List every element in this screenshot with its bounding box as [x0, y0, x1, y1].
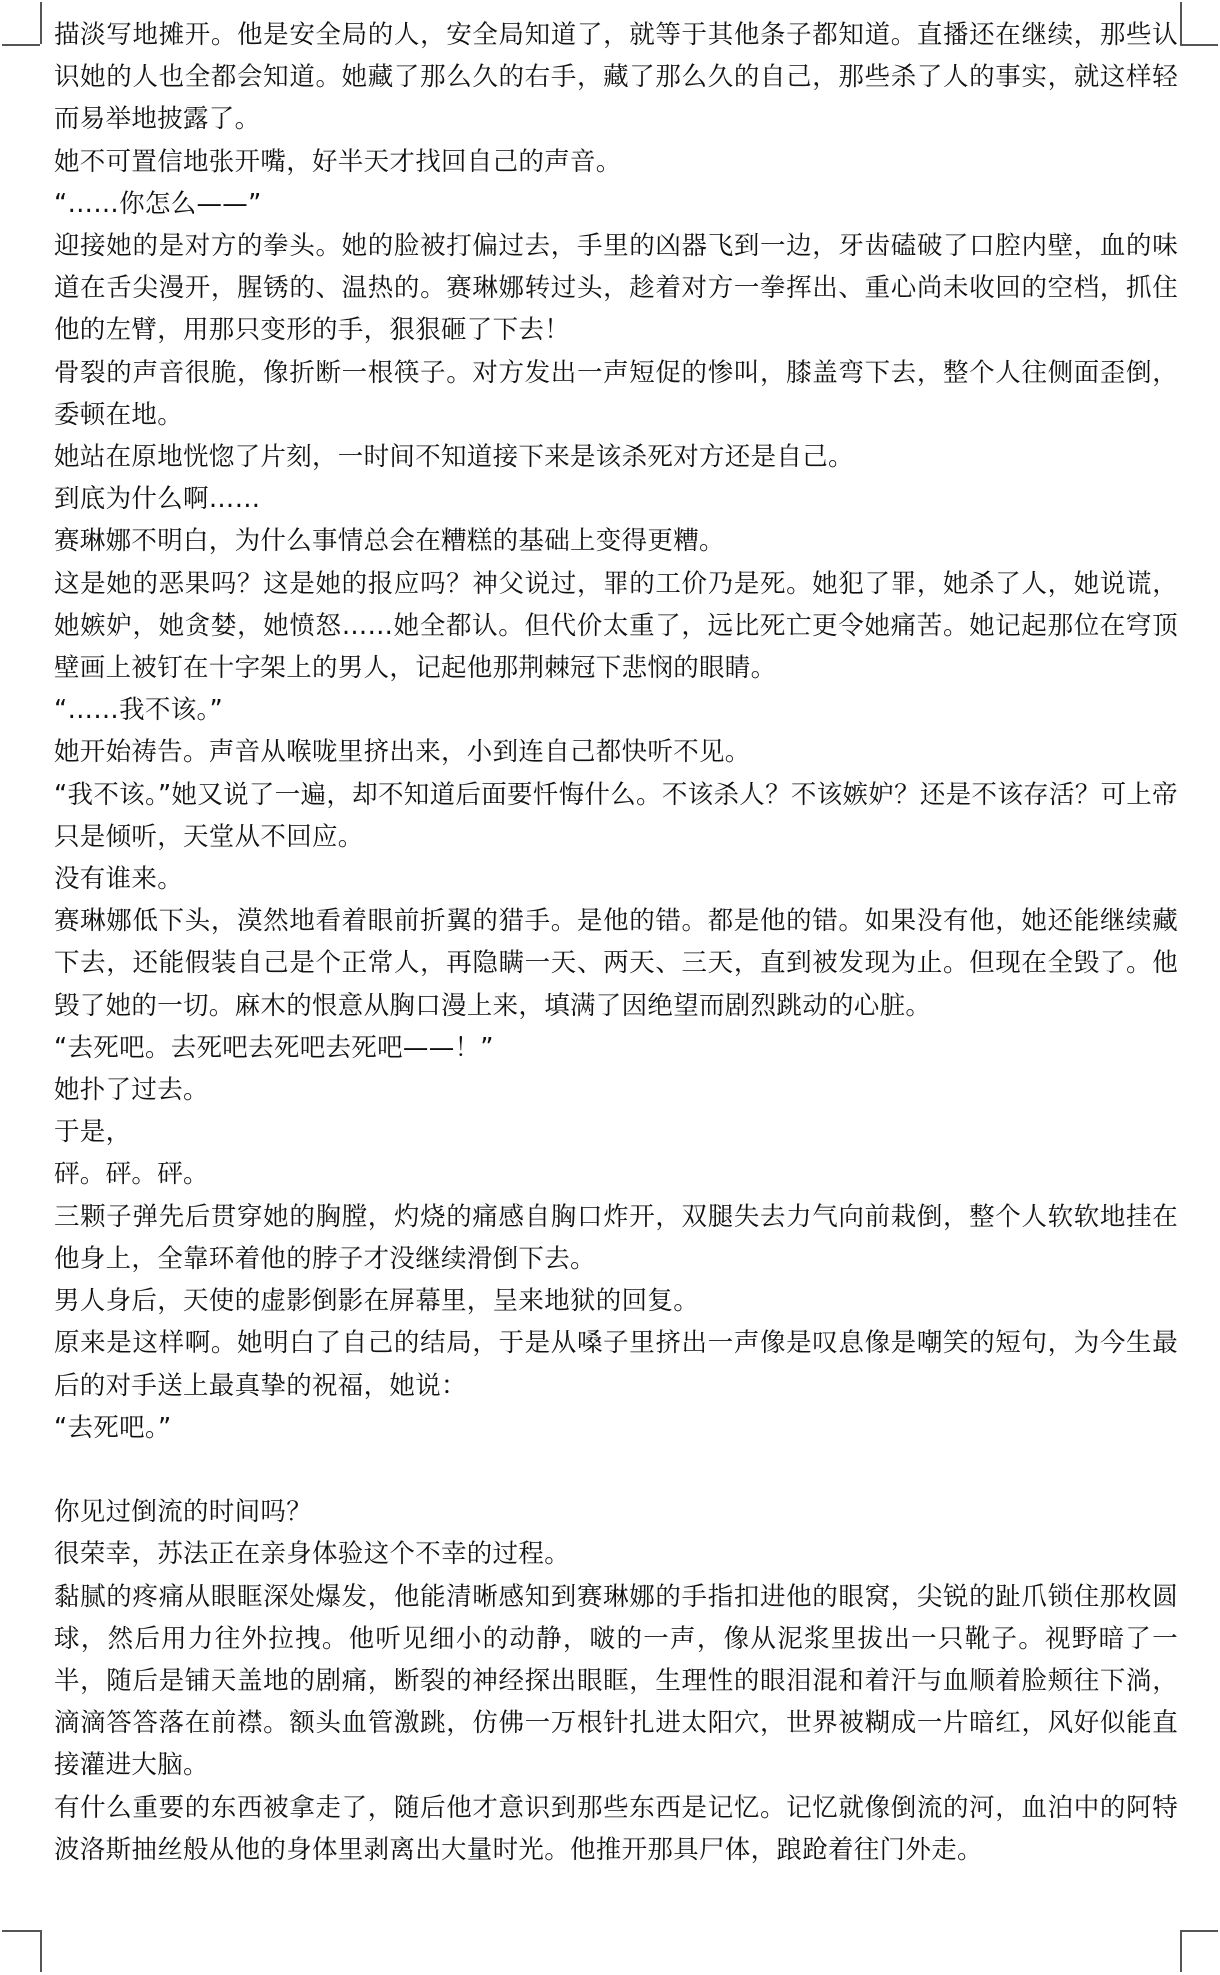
- blank-line: [54, 1449, 1178, 1491]
- paragraph: “……我不该。”: [54, 695, 224, 726]
- paragraph: 这是她的恶果吗？这是她的报应吗？神父说过，罪的工价乃是死。她犯了罪，她杀了人，她说谎，她嫉妒，她贪婪，她愤怒……她全都认。但代价太重了，远比死亡更令她痛苦。她记起那位在穹顶壁画上被钉在十字架上的男人，记起他那荆棘冠下悲悯的眼睛。: [54, 568, 1178, 684]
- paragraph: 原来是这样啊。她明白了自己的结局，于是从嗓子里挤出一声像是叹息像是嘲笑的短句，为今生最后的对手送上最真挚的祝福，她说：: [54, 1328, 1178, 1401]
- paragraph: 描淡写地摊开。他是安全局的人，安全局知道了，就等于其他条子都知道。直播还在继续，那些认识她的人也全都会知道。她藏了那么久的右手，藏了那么久的自己，那些杀了人的事实，就这样轻而易举地披露了。: [54, 20, 1178, 135]
- paragraph: “去死吧。”: [54, 1412, 172, 1443]
- paragraph: “……你怎么——”: [54, 188, 262, 219]
- paragraph: 她站在原地恍惚了片刻，一时间不知道接下来是该杀死对方还是自己。: [54, 442, 854, 473]
- paragraph: 骨裂的声音很脆，像折断一根筷子。对方发出一声短促的惨叫，膝盖弯下去，整个人往侧面歪倒，委顿在地。: [54, 357, 1178, 430]
- paragraph: 她开始祷告。声音从喉咙里挤出来，小到连自己都快听不见。: [54, 737, 751, 768]
- paragraph: 黏腻的疼痛从眼眶深处爆发，他能清晰感知到赛琳娜的手指扣进他的眼窝，尖锐的趾爪锁住那枚圆球，然后用力往外拉拽。他听见细小的动静，啵的一声，像从泥浆里拔出一只靴子。视野暗了一半，随后是铺天盖地的剧痛，断裂的神经探出眼眶，生理性的眼泪混和着汗与血顺着脸颊往下淌，滴滴答答落在前襟。额头血管激跳，仿佛一万根针扎进太阳穴，世界被糊成一片暗红，风好似能直接灌进大脑。: [54, 1581, 1178, 1781]
- paragraph: “我不该。”她又说了一遍，却不知道后面要忏悔什么。不该杀人？不该嫉妒？还是不该存活？可上帝只是倾听，天堂从不回应。: [54, 779, 1178, 852]
- paragraph: 三颗子弹先后贯穿她的胸膛，灼烧的痛感自胸口炸开，双腿失去力气向前栽倒，整个人软软地挂在他身上，全靠环着他的脖子才没继续滑倒下去。: [54, 1201, 1178, 1274]
- paragraph: 赛琳娜低下头，漠然地看着眼前折翼的猎手。是他的错。都是他的错。如果没有他，她还能继续藏下去，还能假装自己是个正常人，再隐瞒一天、两天、三天，直到被发现为止。但现在全毁了。他毁了她的一切。麻木的恨意从胸口漫上来，填满了因绝望而剧烈跳动的心脏。: [54, 906, 1178, 1021]
- paragraph: 砰。砰。砰。: [54, 1159, 209, 1190]
- paragraph: “去死吧。去死吧去死吧去死吧——！”: [54, 1032, 494, 1063]
- paragraph: 有什么重要的东西被拿走了，随后他才意识到那些东西是记忆。记忆就像倒流的河，血泊中的阿特波洛斯抽丝般从他的身体里剥离出大量时光。他推开那具尸体，踉跄着往门外走。: [54, 1792, 1178, 1865]
- paragraph: 男人身后，天使的虚影倒影在屏幕里，呈来地狱的回复。: [54, 1286, 700, 1317]
- paragraph: 没有谁来。: [54, 864, 184, 895]
- paragraph: 于是，: [54, 1117, 132, 1148]
- paragraph: 到底为什么啊……: [54, 484, 261, 515]
- paragraph: 你见过倒流的时间吗？: [54, 1497, 313, 1528]
- paragraph: 迎接她的是对方的拳头。她的脸被打偏过去，手里的凶器飞到一边，牙齿磕破了口腔内壁，血的味道在舌尖漫开，腥锈的、温热的。赛琳娜转过头，趁着对方一拳挥出、重心尚未收回的空档，抓住他的左臂，用那只变形的手，狠狠砸了下去！: [54, 231, 1178, 346]
- paragraph: 很荣幸，苏法正在亲身体验这个不幸的过程。: [54, 1539, 571, 1570]
- paragraph: 赛琳娜不明白，为什么事情总会在糟糕的基础上变得更糟。: [54, 526, 725, 557]
- paragraph: 她扑了过去。: [54, 1075, 209, 1106]
- body-text: [54, 14, 1178, 1871]
- paragraph: 她不可置信地张开嘴，好半天才找回自己的声音。: [54, 146, 622, 177]
